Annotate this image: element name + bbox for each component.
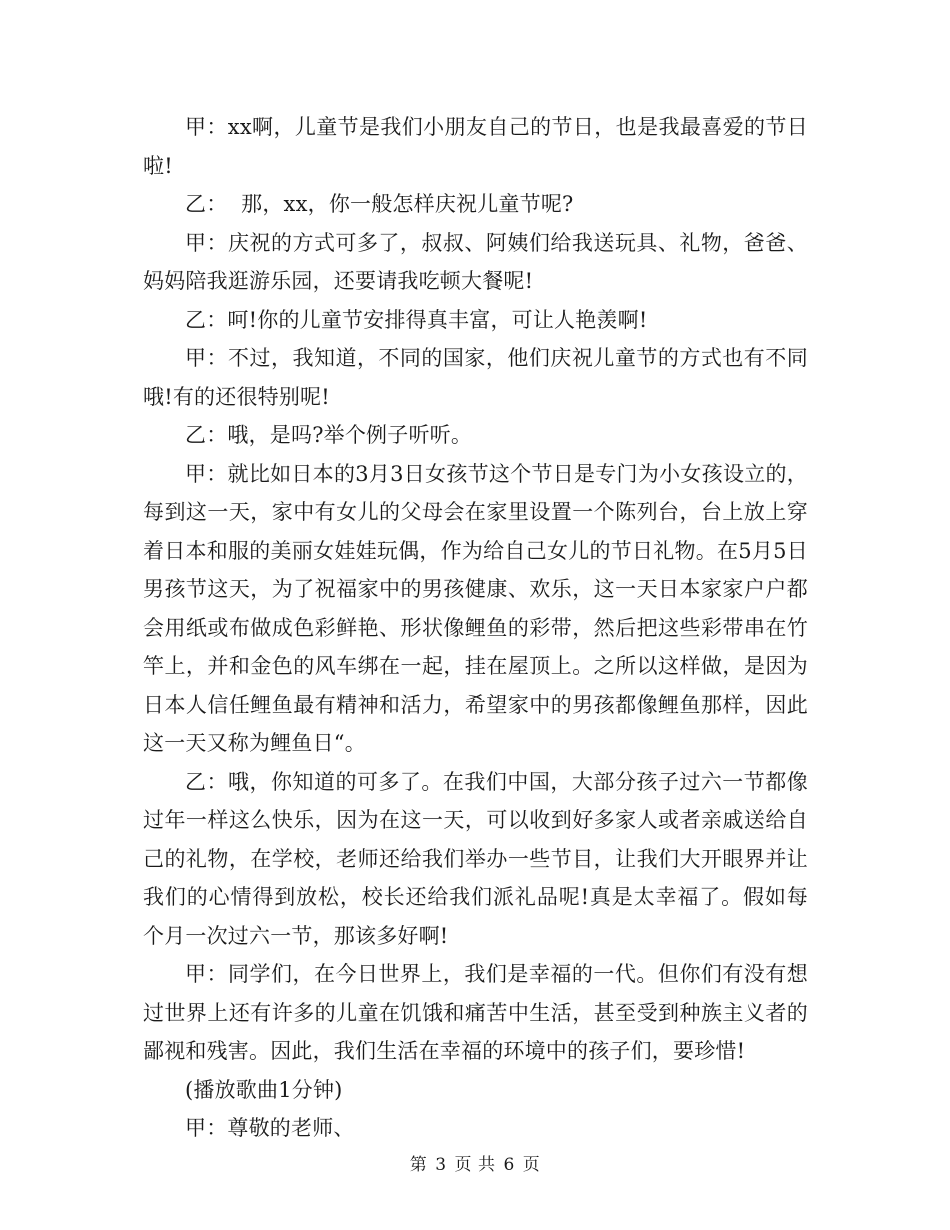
stage-direction: (播放歌曲1分钟): [185, 1077, 343, 1102]
footer-middle: 页 共: [454, 1155, 496, 1175]
dialogue-paragraph-10: 甲：尊敬的老师、: [185, 1116, 355, 1140]
page-footer: [0, 1150, 950, 1175]
dialogue-paragraph-1: 甲：xx啊，儿童节是我们小朋友自己的节日，也是我最喜爱的节日啦!: [143, 115, 808, 178]
dialogue-paragraph-6: 乙：哦，是吗?举个例子听听。: [185, 423, 473, 447]
dialogue-paragraph-2: 乙： 那，xx，你一般怎样庆祝儿童节呢?: [185, 192, 574, 216]
dialogue-paragraph-4: 乙：呵!你的儿童节安排得真丰富，可让人艳羡啊!: [185, 307, 648, 332]
footer-prefix: 第: [409, 1155, 428, 1175]
dialogue-paragraph-7: 甲：就比如日本的3月3日女孩节这个节日是专门为小女孩设立的，每到这一天，家中有女儿的父母会在家里设置一个陈列台，台上放上穿着日本和服的美丽女娃娃玩偶，作为给自己女儿的节日礼物。在5月5日男孩节这天，为了祝福家中的男孩健康、欢乐，这一天日本家家户户都会用纸或布做成色彩鲜艳、形状像鲤鱼的彩带，然后把这些彩带串在竹竿上，并和金色的风车绑在一起，挂在屋顶上。之所以这样做，是因为日本人信任鲤鱼最有精神和活力，希望家中的男孩都像鲤鱼那样，因此这一天又称为鲤鱼日“。: [143, 461, 808, 755]
dialogue-paragraph-8: 乙：哦，你知道的可多了。在我们中国，大部分孩子过六一节都像过年一样这么快乐，因为在这一天，可以收到好多家人或者亲戚送给自己的礼物，在学校，老师还给我们举办一些节目，让我们大开眼界并让我们的心情得到放松，校长还给我们派礼品呢!真是太幸福了。假如每个月一次过六一节，那该多好啊!: [143, 769, 808, 948]
dialogue-paragraph-5: 甲：不过，我知道，不同的国家，他们庆祝儿童节的方式也有不同哦!有的还很特别呢!: [143, 346, 808, 409]
footer-page-number: 3: [435, 1155, 447, 1175]
document-body: [143, 108, 808, 1148]
dialogue-paragraph-9: 甲：同学们，在今日世界上，我们是幸福的一代。但你们有没有想过世界上还有许多的儿童在饥饿和痛苦中生活，甚至受到种族主义者的鄙视和残害。因此，我们生活在幸福的环境中的孩子们，要珍惜!: [143, 962, 808, 1063]
dialogue-paragraph-3: 甲：庆祝的方式可多了，叔叔、阿姨们给我送玩具、礼物，爸爸、妈妈陪我逛游乐园，还要请我吃顿大餐呢!: [143, 230, 808, 293]
footer-suffix: 页: [522, 1155, 541, 1175]
footer-total-pages: 6: [503, 1155, 515, 1175]
